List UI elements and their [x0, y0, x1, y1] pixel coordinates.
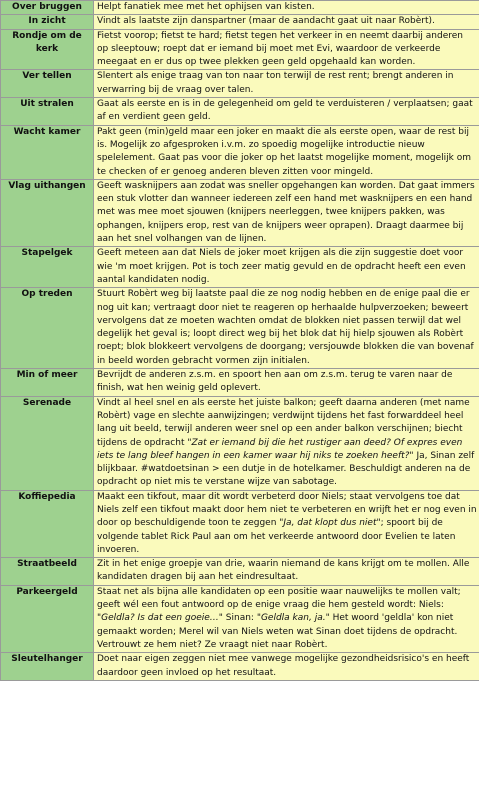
- assignment-description: [94, 558, 479, 586]
- table-row: [1, 288, 479, 369]
- quote-text: "Geldla kan, ja.": [256, 613, 330, 624]
- table-row: [1, 653, 479, 681]
- description-text: Het woord 'geldla' kon niet gemaakt worden; Merel wil van Niels weten wat Sinan doet tijdens de opdracht. Vertrouwt ze hem niet? Ze vraagt niet naar Robèrt.: [97, 613, 458, 650]
- description-text: Fietst voorop; fietst te hard; fietst tegen het verkeer in en neemt daarbij anderen op sleeptouw; roept dat er iemand bij moet met Evi, waardoor de verkeerde meegaat en er dus op twee plekken geen geld opgehaald kan worden.: [97, 30, 463, 68]
- table-row: [1, 29, 479, 70]
- table-row: [1, 179, 479, 246]
- description-text: Geeft meteen aan dat Niels de joker moet krijgen als die zijn suggestie doet voor wie 'm moet krijgen. Pot is toch zeer matig gevuld en de opdracht heeft een even aantal kandidaten nodig.: [97, 248, 466, 285]
- description-text: Maakt een tikfout, maar dit wordt verbeterd door Niels; staat vervolgens toe dat Niels zelf een tikfout maakt door hem niet te verbeteren en wrijft het er nog even in door op beschuldigende toon te zeggen: [97, 491, 477, 529]
- assignment-description: [94, 247, 479, 288]
- table-row: [1, 247, 479, 288]
- table-row: [1, 1, 479, 15]
- description-text: Bevrijdt de anderen z.s.m. en spoort hen aan om z.s.m. terug te varen naar de finish, wat hen weinig geld oplevert.: [97, 370, 453, 394]
- assignment-name: Stapelgek: [1, 247, 94, 288]
- quote-text: "Geldla? Is dat een goeie…": [97, 613, 223, 624]
- description-text: Geeft wasknijpers aan zodat was sneller opgehangen kan worden. Dat gaat immers een stuk vlotter dan wanneer iedereen zelf een hand met wasknijpers en een hand met was mee moet sjouwen (knijpers neerleggen, twee knijpers pakken, was ophangen, knijpers erop, rest van de knijpers weer oprapen). Draagt daarmee bij aan het snel volhangen van de lijnen.: [97, 180, 475, 245]
- assignment-name: Serenade: [1, 396, 94, 490]
- assignment-name: Uit stralen: [1, 98, 94, 126]
- assignment-name: Parkeergeld: [1, 585, 94, 652]
- assignment-name: Rondje om de kerk: [1, 29, 94, 70]
- assignment-description: [94, 15, 479, 29]
- assignment-name: Op treden: [1, 288, 94, 369]
- assignment-name: Vlag uithangen: [1, 179, 94, 246]
- description-text: Doet naar eigen zeggen niet mee vanwege mogelijke gezondheidsrisico's en heeft daardoor geen invloed op het resultaat.: [97, 654, 470, 678]
- quote-text: "Zat er iemand bij die het rustiger aan deed? Of expres even iets te lang bleef hangen in een kamer waar hij niks te zoeken heeft?": [97, 437, 463, 461]
- description-text: Ja, Sinan zelf blijkbaar. #watdoetsinan > een dutje in de hotelkamer. Beschuldigt anderen na de opdracht op niet mis te verstane wijze van sabotage.: [97, 450, 475, 488]
- assignment-description: [94, 179, 479, 246]
- description-text: Stuurt Robèrt weg bij laatste paal die ze nog nodig hebben en de enige paal die er nog uit kan; vertraagt door niet te reageren op herhaalde hulpverzoeken; beweert vervolgens dat ze moeten wachten omdat de blokken niet passen terwijl dat wel degelijk het geval is; loopt direct weg bij het blok dat hij hielp sjouwen als Robèrt roept; blok blokkeert vervolgens de doorgang; versjouwde blokken die van bovenaf in beeld worden gebracht vormen zijn initialen.: [97, 289, 474, 366]
- assignment-description: [94, 1, 479, 15]
- description-text: Zit in het enige groepje van drie, waarin niemand de kans krijgt om te mollen. Alle kandidaten dragen bij aan het eindresultaat.: [97, 559, 470, 583]
- assignment-name: In zicht: [1, 15, 94, 29]
- table-row: [1, 490, 479, 557]
- description-text: ; spoort bij de volgende tablet Rick Paul aan om het verkeerde antwoord door Evelien te laten invoeren.: [97, 518, 456, 555]
- table-row: [1, 15, 479, 29]
- assignment-name: Over bruggen: [1, 1, 94, 15]
- assignment-description: [94, 653, 479, 681]
- description-text: Gaat als eerste en is in de gelegenheid om geld te verduisteren / verplaatsen; gaat af en verdient geen geld.: [97, 99, 473, 123]
- description-text: Sinan:: [222, 613, 257, 624]
- description-text: Helpt fanatiek mee met het ophijsen van kisten.: [97, 2, 315, 12]
- assignment-name: Ver tellen: [1, 70, 94, 98]
- assignment-description: [94, 585, 479, 652]
- assignment-name: Wacht kamer: [1, 125, 94, 179]
- assignment-name: Koffiepedia: [1, 490, 94, 557]
- table-row: [1, 585, 479, 652]
- table-row: [1, 125, 479, 179]
- table-row: [1, 396, 479, 490]
- description-text: Vindt als laatste zijn danspartner (maar de aandacht gaat uit naar Robèrt).: [97, 16, 435, 27]
- assignment-description: [94, 490, 479, 557]
- description-text: Vindt al heel snel en als eerste het juiste balkon; geeft daarna anderen (met name Robèrt) vage en slechte aanwijzingen; verdwijnt tijdens het fast forwarddeel heel lang uit beeld, terwijl anderen weer snel op een ander balkon verschijnen; biecht tijdens de opdracht: [97, 397, 470, 448]
- quote-text: "Ja, dat klopt dus niet": [279, 518, 381, 529]
- table-row: [1, 98, 479, 126]
- assignment-description: [94, 288, 479, 369]
- assignment-description: [94, 70, 479, 98]
- table-row: [1, 369, 479, 397]
- assignment-name: Sleutelhanger: [1, 653, 94, 681]
- assignment-description: [94, 125, 479, 179]
- assignment-description: [94, 98, 479, 126]
- description-text: Slentert als enige traag van ton naar ton terwijl de rest rent; brengt anderen in verwarring bij de vraag over talen.: [97, 71, 454, 95]
- assignment-description: [94, 396, 479, 490]
- table-row: [1, 70, 479, 98]
- table-row: [1, 558, 479, 586]
- assignment-name: Min of meer: [1, 369, 94, 397]
- assignment-name: Straatbeeld: [1, 558, 94, 586]
- description-text: Pakt geen (min)geld maar een joker en maakt die als eerste open, waar de rest bij is. Mogelijk zo afgesproken i.v.m. zo spoedig mogelijke introductie nieuw spelelement. Gaat pas voor die joker op het laatst mogelijke moment, mogelijk om te checken of er genoeg anderen bleven zitten voor mingeld.: [97, 126, 472, 177]
- assignment-description: [94, 369, 479, 397]
- description-text: Staat net als bijna alle kandidaten op een positie waar nauwelijks te mollen valt; geeft wél een fout antwoord op de enige vraag die hem gesteld wordt: Niels:: [97, 586, 461, 611]
- assignment-description: [94, 29, 479, 70]
- table-body: [1, 1, 479, 681]
